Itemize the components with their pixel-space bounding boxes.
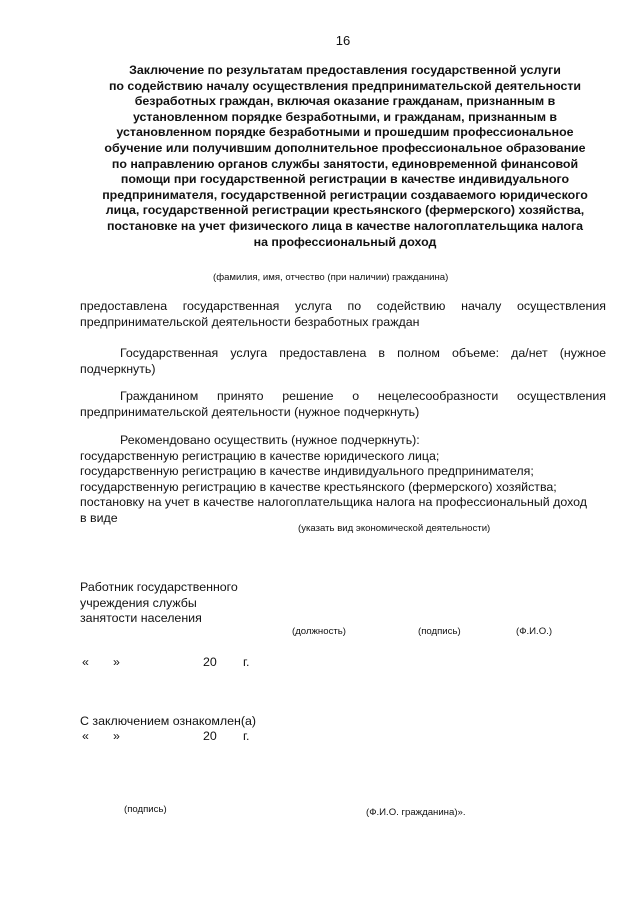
citizen-signature-caption: (подпись) (124, 804, 167, 815)
citizen-fio-caption: (Ф.И.О. гражданина)». (366, 807, 466, 818)
paragraph-line: предпринимательской деятельности (нужное подчеркнуть) (80, 404, 420, 419)
title-line: предпринимателя, государственной регистрации создаваемого юридического (102, 187, 588, 202)
paragraph-line: предпринимательской деятельности безработных граждан (80, 314, 420, 329)
paragraph-line: Гражданином принято решение о нецелесообразности осуществления (120, 389, 606, 403)
acquainted-label: С заключением ознакомлен(а) (80, 714, 256, 728)
title-line: установленном порядке безработными, и гражданам, признанным в (132, 109, 558, 124)
recommendation-option: государственную регистрацию в качестве юридического лица; (80, 448, 440, 463)
date-close-quote: » (113, 729, 120, 743)
date-open-quote: « (82, 655, 89, 669)
worker-label-line: Работник государственного (80, 580, 238, 594)
date-close-quote: » (113, 655, 120, 669)
title-line: Заключение по результатам предоставления государственной услуги (129, 63, 561, 77)
worker-label-line: учреждения службы (80, 595, 197, 610)
service-volume-paragraph (80, 346, 606, 377)
date-year-suffix: г. (243, 655, 250, 669)
title-line: помощи при государственной регистрации в качестве индивидуального (120, 172, 570, 187)
paragraph-line: Государственная услуга предоставлена в полном объеме: да/нет (нужное (120, 346, 606, 360)
signature-caption: (подпись) (418, 626, 461, 637)
paragraph-line: предоставлена государственная услуга по содействию началу осуществления (80, 299, 606, 313)
title-line: установленном порядке безработными и прошедшим профессиональное (116, 125, 574, 140)
worker-label (80, 580, 238, 627)
recommendation-option: государственную регистрацию в качестве крестьянского (фермерского) хозяйства; (80, 479, 557, 494)
recommendation-option: в виде (80, 510, 118, 525)
title-line: по содействию началу осуществления предпринимательской деятельности (108, 78, 582, 93)
date-year: 20 (203, 729, 217, 743)
title-line: обучение или получившим дополнительное профессиональное образование (104, 140, 586, 155)
paragraph-line: подчеркнуть) (80, 361, 156, 376)
date-year: 20 (203, 655, 217, 669)
title-line: безработных граждан, включая оказание гражданам, признанным в (134, 94, 556, 109)
title-line: на профессиональный доход (253, 234, 437, 249)
position-caption: (должность) (292, 626, 346, 637)
recommendation-intro: Рекомендовано осуществить (нужное подчеркнуть): (120, 433, 420, 447)
worker-label-line: занятости населения (80, 611, 202, 626)
recommendation-option: постановку на учет в качестве налогоплательщика налога на профессиональный доход (80, 495, 587, 510)
title-line: постановке на учет физического лица в качестве налогоплательщика налога (106, 218, 584, 233)
recommendation-option: государственную регистрацию в качестве индивидуального предпринимателя; (80, 464, 534, 479)
service-provided-paragraph (80, 299, 606, 330)
recommendation-block (80, 433, 606, 527)
document-title (80, 63, 610, 250)
decision-paragraph (80, 389, 606, 420)
date-year-suffix: г. (243, 729, 250, 743)
title-line: лица, государственной регистрации крестьянского (фермерского) хозяйства, (105, 203, 585, 218)
fio-caption: (фамилия, имя, отчество (при наличии) гражданина) (213, 272, 449, 283)
activity-caption: (указать вид экономической деятельности) (298, 523, 491, 534)
worker-fio-caption: (Ф.И.О.) (516, 626, 553, 637)
date-open-quote: « (82, 729, 89, 743)
title-line: по направлению органов службы занятости, единовременной финансовой (111, 156, 579, 171)
page-number: 16 (335, 33, 351, 48)
